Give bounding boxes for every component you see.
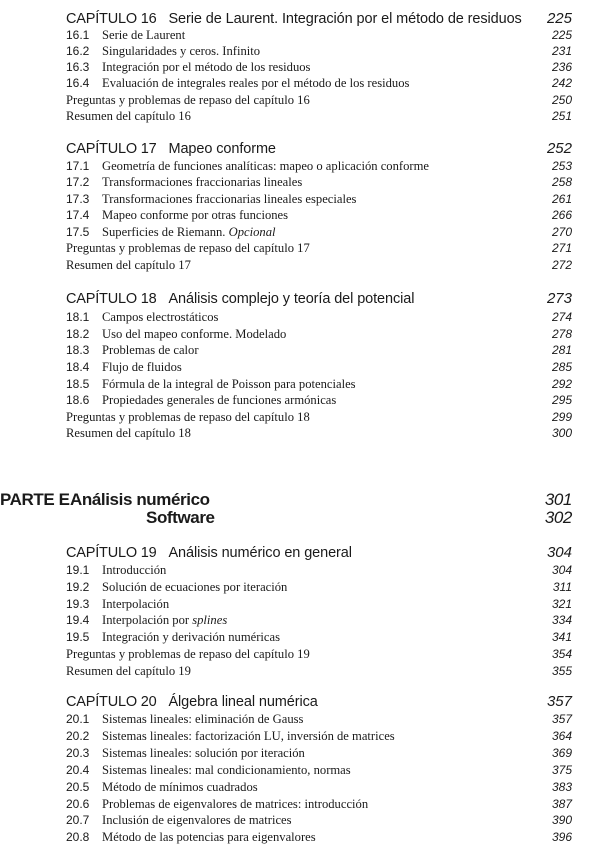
part-e-software-heading <box>0 508 572 530</box>
section-row <box>66 310 572 326</box>
section-page: 258 <box>551 175 572 189</box>
section-number: 16.4 <box>66 76 90 90</box>
section-page: 278 <box>551 327 572 341</box>
part-subtitle-page: 302 <box>544 508 572 527</box>
section-row <box>66 580 572 596</box>
review-title: Preguntas y problemas de repaso del capítulo 17 <box>66 241 310 255</box>
section-page: 261 <box>551 192 572 206</box>
section-number: 17.1 <box>66 159 90 173</box>
section-title: Geometría de funciones analíticas: mapeo o aplicación conforme <box>102 159 429 173</box>
section-title: Introducción <box>102 563 167 577</box>
section-number: 18.6 <box>66 393 90 407</box>
section-title: Transformaciones fraccionarias lineales <box>102 175 303 189</box>
section-page: 292 <box>551 377 572 391</box>
chapter-20-heading <box>66 693 572 713</box>
section-number: 18.2 <box>66 327 90 341</box>
review-row <box>66 647 572 663</box>
section-title: Campos electrostáticos <box>102 310 219 324</box>
review-title: Preguntas y problemas de repaso del capítulo 16 <box>66 93 310 107</box>
section-page: 231 <box>551 44 572 58</box>
section-page: 387 <box>551 797 572 811</box>
chapter-17-heading <box>66 140 572 160</box>
section-page: 253 <box>551 159 572 173</box>
chapter-page: 304 <box>546 544 572 561</box>
section-number: 19.3 <box>66 597 90 611</box>
chapter-label: CAPÍTULO 18 <box>66 291 157 307</box>
section-page: 225 <box>551 28 572 42</box>
section-title: Integración por el método de los residuos <box>102 60 311 74</box>
section-title: Mapeo conforme por otras funciones <box>102 208 289 222</box>
section-title: Método de mínimos cuadrados <box>102 780 258 794</box>
section-row <box>66 780 572 796</box>
section-title: Sistemas lineales: factorización LU, inversión de matrices <box>102 729 395 743</box>
section-page: 369 <box>551 746 572 760</box>
review-page: 354 <box>551 647 572 661</box>
section-row <box>66 44 572 60</box>
section-title: Integración y derivación numéricas <box>102 630 280 644</box>
section-row <box>66 563 572 579</box>
section-title: Método de las potencias para eigenvalores <box>102 830 316 844</box>
section-page: 242 <box>551 76 572 90</box>
section-title: Interpolación <box>102 597 170 611</box>
section-row <box>66 159 572 175</box>
section-number: 17.4 <box>66 208 90 222</box>
chapter-18-heading <box>66 290 572 310</box>
section-row <box>66 746 572 762</box>
section-title: Fórmula de la integral de Poisson para potenciales <box>102 377 356 391</box>
section-row <box>66 813 572 829</box>
section-row <box>66 76 572 92</box>
summary-row <box>66 664 572 680</box>
section-title: Inclusión de eigenvalores de matrices <box>102 813 292 827</box>
chapter-label: CAPÍTULO 16 <box>66 11 157 27</box>
section-page: 266 <box>551 208 572 222</box>
section-row <box>66 830 572 846</box>
section-number: 17.3 <box>66 192 90 206</box>
section-page: 364 <box>551 729 572 743</box>
section-row <box>66 208 572 224</box>
section-number: 17.5 <box>66 225 90 239</box>
summary-title: Resumen del capítulo 18 <box>66 426 191 440</box>
section-number: 20.4 <box>66 763 90 777</box>
section-number: 16.3 <box>66 60 90 74</box>
part-title: Análisis numérico <box>70 490 210 509</box>
chapter-16-heading <box>66 10 572 30</box>
section-row <box>66 377 572 393</box>
section-number: 18.5 <box>66 377 90 391</box>
section-title: Solución de ecuaciones por iteración <box>102 580 288 594</box>
part-label: PARTE E <box>0 490 70 509</box>
section-number: 20.3 <box>66 746 90 760</box>
section-number: 18.4 <box>66 360 90 374</box>
section-row <box>66 28 572 44</box>
section-row <box>66 763 572 779</box>
section-row <box>66 613 572 629</box>
section-row <box>66 327 572 343</box>
part-subtitle: Software <box>146 508 215 527</box>
section-title: Propiedades generales de funciones armónicas <box>102 393 337 407</box>
part-page: 301 <box>544 490 572 509</box>
section-row <box>66 797 572 813</box>
section-number: 19.5 <box>66 630 90 644</box>
chapter-label: CAPÍTULO 20 <box>66 694 157 710</box>
summary-title: Resumen del capítulo 17 <box>66 258 191 272</box>
section-row <box>66 343 572 359</box>
section-page: 270 <box>551 225 572 239</box>
section-title: Sistemas lineales: mal condicionamiento, normas <box>102 763 351 777</box>
review-title: Preguntas y problemas de repaso del capítulo 18 <box>66 410 310 424</box>
summary-page: 355 <box>551 664 572 678</box>
section-page: 341 <box>551 630 572 644</box>
summary-page: 300 <box>551 426 572 440</box>
section-title: Sistemas lineales: eliminación de Gauss <box>102 712 304 726</box>
section-page: 274 <box>551 310 572 324</box>
section-page: 390 <box>551 813 572 827</box>
chapter-19-heading <box>66 544 572 564</box>
section-title: Evaluación de integrales reales por el método de los residuos <box>102 76 410 90</box>
section-title: Sistemas lineales: solución por iteración <box>102 746 305 760</box>
summary-row <box>66 426 572 442</box>
section-row <box>66 360 572 376</box>
section-row <box>66 225 572 241</box>
section-row <box>66 60 572 76</box>
chapter-label: CAPÍTULO 19 <box>66 545 157 561</box>
section-page: 304 <box>551 563 572 577</box>
summary-row <box>66 258 572 274</box>
section-title: Interpolación por splines <box>102 613 228 627</box>
section-page: 281 <box>551 343 572 357</box>
section-title: Problemas de eigenvalores de matrices: introducción <box>102 797 369 811</box>
section-number: 20.7 <box>66 813 90 827</box>
section-row <box>66 712 572 728</box>
section-row <box>66 630 572 646</box>
section-row <box>66 175 572 191</box>
section-page: 383 <box>551 780 572 794</box>
section-number: 17.2 <box>66 175 90 189</box>
summary-title: Resumen del capítulo 19 <box>66 664 191 678</box>
section-page: 375 <box>551 763 572 777</box>
section-title: Serie de Laurent <box>102 28 186 42</box>
chapter-title: Álgebra lineal numérica <box>168 694 318 710</box>
section-page: 357 <box>551 712 572 726</box>
section-title: Problemas de calor <box>102 343 199 357</box>
section-page: 295 <box>551 393 572 407</box>
section-number: 16.2 <box>66 44 90 58</box>
review-page: 299 <box>551 410 572 424</box>
section-title: Flujo de fluidos <box>102 360 182 374</box>
chapter-title: Mapeo conforme <box>168 141 276 157</box>
chapter-page: 273 <box>546 290 572 307</box>
summary-title: Resumen del capítulo 16 <box>66 109 191 123</box>
section-row <box>66 192 572 208</box>
review-title: Preguntas y problemas de repaso del capítulo 19 <box>66 647 310 661</box>
section-page: 396 <box>551 830 572 844</box>
chapter-page: 252 <box>546 140 572 157</box>
summary-row <box>66 109 572 125</box>
summary-page: 272 <box>551 258 572 272</box>
section-number: 20.5 <box>66 780 90 794</box>
section-number: 20.2 <box>66 729 90 743</box>
section-title: Superficies de Riemann. Opcional <box>102 225 276 239</box>
section-row <box>66 729 572 745</box>
section-title: Singularidades y ceros. Infinito <box>102 44 261 58</box>
review-row <box>66 410 572 426</box>
chapter-label: CAPÍTULO 17 <box>66 141 157 157</box>
section-page: 236 <box>551 60 572 74</box>
section-title: Uso del mapeo conforme. Modelado <box>102 327 287 341</box>
chapter-title: Análisis numérico en general <box>168 545 352 561</box>
chapter-page: 357 <box>546 693 572 710</box>
section-page: 321 <box>551 597 572 611</box>
section-page: 334 <box>551 613 572 627</box>
section-number: 20.6 <box>66 797 90 811</box>
section-row <box>66 393 572 409</box>
chapter-title: Serie de Laurent. Integración por el método de residuos <box>168 11 522 27</box>
section-row <box>66 597 572 613</box>
section-number: 19.4 <box>66 613 90 627</box>
review-row <box>66 241 572 257</box>
summary-page: 251 <box>551 109 572 123</box>
chapter-title: Análisis complejo y teoría del potencial <box>168 291 415 307</box>
section-page: 311 <box>552 580 572 594</box>
section-number: 20.1 <box>66 712 90 726</box>
section-number: 18.1 <box>66 310 90 324</box>
section-title: Transformaciones fraccionarias lineales especiales <box>102 192 357 206</box>
review-page: 271 <box>551 241 572 255</box>
section-number: 20.8 <box>66 830 90 844</box>
section-number: 19.2 <box>66 580 90 594</box>
section-number: 19.1 <box>66 563 90 577</box>
section-page: 285 <box>551 360 572 374</box>
chapter-page: 225 <box>546 10 572 27</box>
review-row <box>66 93 572 109</box>
section-number: 16.1 <box>66 28 90 42</box>
review-page: 250 <box>551 93 572 107</box>
section-number: 18.3 <box>66 343 90 357</box>
